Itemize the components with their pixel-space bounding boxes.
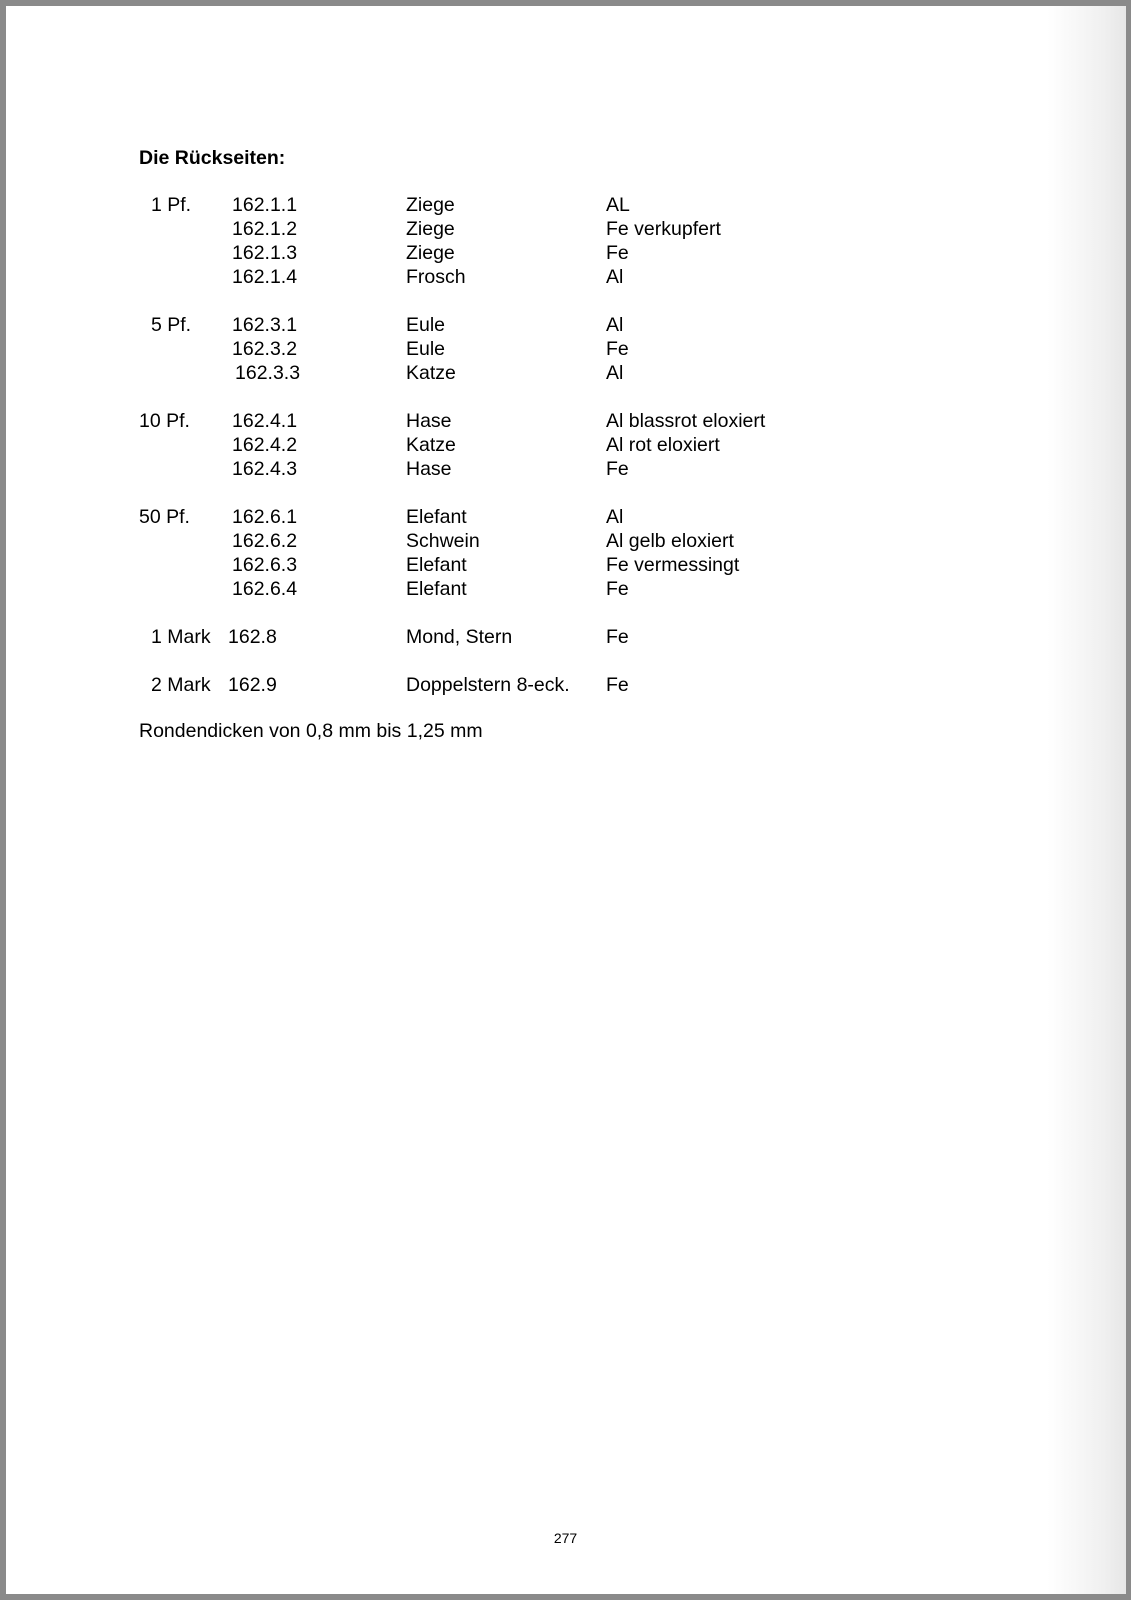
catalog-number: 162.6.2 <box>232 530 298 552</box>
motif: Hase <box>406 458 452 480</box>
material: AL <box>606 194 630 216</box>
denomination: 5 Pf. <box>151 314 192 336</box>
motif: Elefant <box>406 578 467 600</box>
motif: Eule <box>406 338 446 360</box>
denomination: 50 Pf. <box>139 506 190 528</box>
catalog-number: 162.4.3 <box>232 458 298 480</box>
catalog-number: 162.3.1 <box>232 314 298 336</box>
footnote: Rondendicken von 0,8 mm bis 1,25 mm <box>139 720 483 742</box>
motif: Doppelstern 8-eck. <box>406 674 570 696</box>
catalog-number: 162.4.2 <box>232 434 298 456</box>
catalog-number: 162.9 <box>228 674 277 696</box>
material: Al <box>606 266 624 288</box>
material: Al blassrot eloxiert <box>606 410 766 432</box>
material: Al <box>606 506 624 528</box>
catalog-number: 162.8 <box>228 626 277 648</box>
motif: Ziege <box>406 242 455 264</box>
motif: Frosch <box>406 266 466 288</box>
catalog-number: 162.6.3 <box>232 554 298 576</box>
material: Fe <box>606 242 629 264</box>
motif: Katze <box>406 434 456 456</box>
catalog-number: 162.1.4 <box>232 266 298 288</box>
motif: Elefant <box>406 554 467 576</box>
denomination: 10 Pf. <box>139 410 190 432</box>
catalog-number: 162.1.1 <box>232 194 298 216</box>
document-page <box>6 6 1126 1594</box>
motif: Schwein <box>406 530 480 552</box>
catalog-number: 162.4.1 <box>232 410 298 432</box>
catalog-number: 162.6.1 <box>232 506 298 528</box>
material: Fe <box>606 626 629 648</box>
catalog-number: 162.6.4 <box>232 578 298 600</box>
motif: Elefant <box>406 506 467 528</box>
material: Al gelb eloxiert <box>606 530 734 552</box>
motif: Eule <box>406 314 446 336</box>
material: Al rot eloxiert <box>606 434 720 456</box>
denomination: 2 Mark <box>151 674 211 696</box>
motif: Hase <box>406 410 452 432</box>
material: Fe <box>606 578 629 600</box>
material: Fe vermessingt <box>606 554 740 576</box>
material: Al <box>606 314 624 336</box>
material: Al <box>606 362 624 384</box>
section-heading: Die Rückseiten: <box>139 147 286 169</box>
catalog-number: 162.1.2 <box>232 218 298 240</box>
catalog-number: 162.1.3 <box>232 242 298 264</box>
catalog-number: 162.3.2 <box>232 338 298 360</box>
material: Fe <box>606 458 629 480</box>
material: Fe <box>606 674 629 696</box>
motif: Mond, Stern <box>406 626 513 648</box>
material: Fe verkupfert <box>606 218 721 240</box>
denomination: 1 Mark <box>151 626 211 648</box>
page-number: 277 <box>553 1530 578 1546</box>
motif: Ziege <box>406 218 455 240</box>
motif: Ziege <box>406 194 455 216</box>
denomination: 1 Pf. <box>151 194 192 216</box>
motif: Katze <box>406 362 456 384</box>
catalog-number: 162.3.3 <box>235 362 301 384</box>
material: Fe <box>606 338 629 360</box>
